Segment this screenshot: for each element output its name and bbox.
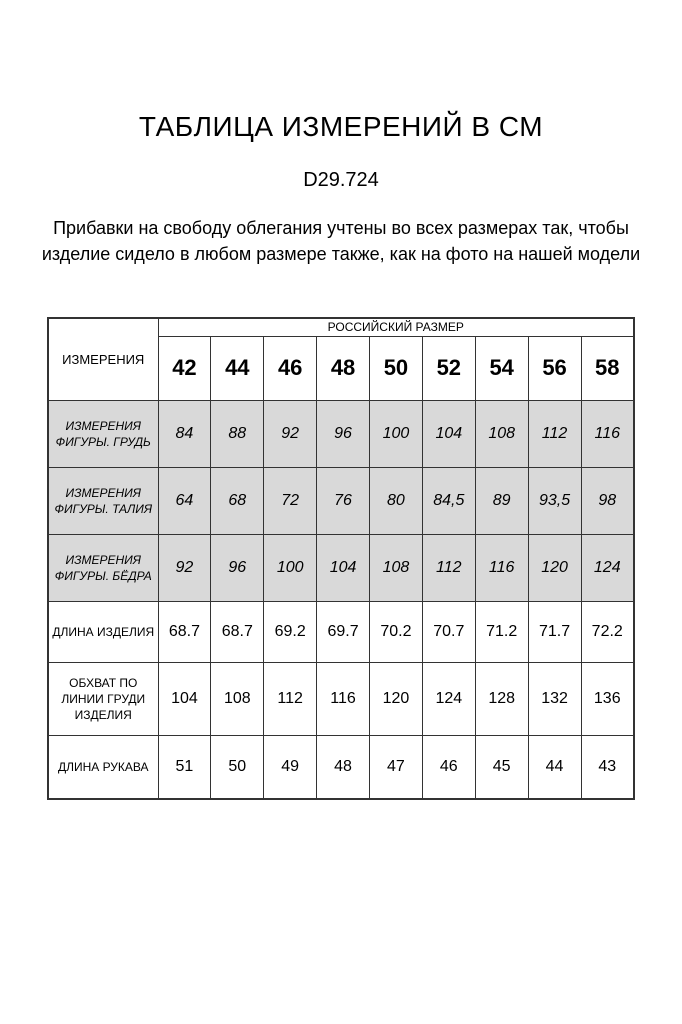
row-label: ИЗМЕРЕНИЯ ФИГУРЫ. БЁДРА xyxy=(48,534,158,601)
value-cell: 120 xyxy=(528,534,581,601)
value-cell: 49 xyxy=(264,735,317,799)
value-cell: 51 xyxy=(158,735,211,799)
value-cell: 69.2 xyxy=(264,601,317,662)
value-cell: 45 xyxy=(475,735,528,799)
value-cell: 112 xyxy=(422,534,475,601)
size-column-header: 44 xyxy=(211,336,264,400)
value-cell: 108 xyxy=(475,400,528,467)
value-cell: 72.2 xyxy=(581,601,634,662)
value-cell: 98 xyxy=(581,467,634,534)
table-row xyxy=(48,467,634,534)
value-cell: 104 xyxy=(158,662,211,735)
value-cell: 120 xyxy=(370,662,423,735)
size-column-header: 42 xyxy=(158,336,211,400)
table-row xyxy=(48,534,634,601)
value-cell: 43 xyxy=(581,735,634,799)
value-cell: 64 xyxy=(158,467,211,534)
value-cell: 108 xyxy=(211,662,264,735)
table-row xyxy=(48,735,634,799)
value-cell: 92 xyxy=(158,534,211,601)
table-header xyxy=(48,318,634,401)
value-cell: 68.7 xyxy=(158,601,211,662)
value-cell: 71.2 xyxy=(475,601,528,662)
value-cell: 47 xyxy=(370,735,423,799)
value-cell: 50 xyxy=(211,735,264,799)
value-cell: 116 xyxy=(581,400,634,467)
value-cell: 112 xyxy=(528,400,581,467)
table-body xyxy=(48,400,634,799)
measurements-table xyxy=(47,317,635,801)
value-cell: 84 xyxy=(158,400,211,467)
value-cell: 48 xyxy=(317,735,370,799)
size-column-header: 48 xyxy=(317,336,370,400)
value-cell: 92 xyxy=(264,400,317,467)
size-column-header: 56 xyxy=(528,336,581,400)
value-cell: 124 xyxy=(581,534,634,601)
table-row xyxy=(48,400,634,467)
value-cell: 96 xyxy=(317,400,370,467)
value-cell: 124 xyxy=(422,662,475,735)
row-label: ИЗМЕРЕНИЯ ФИГУРЫ. ТАЛИЯ xyxy=(48,467,158,534)
table-row xyxy=(48,662,634,735)
value-cell: 96 xyxy=(211,534,264,601)
value-cell: 104 xyxy=(317,534,370,601)
value-cell: 46 xyxy=(422,735,475,799)
table-row xyxy=(48,601,634,662)
value-cell: 136 xyxy=(581,662,634,735)
size-column-header: 52 xyxy=(422,336,475,400)
fit-note: Прибавки на свободу облегания учтены во всех размерах так, чтобы изделие сидело в любом размере также, как на фото на нашей модели xyxy=(41,217,641,264)
value-cell: 76 xyxy=(317,467,370,534)
size-column-header: 58 xyxy=(581,336,634,400)
value-cell: 100 xyxy=(370,400,423,467)
value-cell: 88 xyxy=(211,400,264,467)
value-cell: 70.2 xyxy=(370,601,423,662)
size-column-header: 50 xyxy=(370,336,423,400)
size-column-header: 46 xyxy=(264,336,317,400)
value-cell: 128 xyxy=(475,662,528,735)
measurements-column-header: ИЗМЕРЕНИЯ xyxy=(48,318,158,401)
size-column-header: 54 xyxy=(475,336,528,400)
value-cell: 80 xyxy=(370,467,423,534)
value-cell: 84,5 xyxy=(422,467,475,534)
value-cell: 69.7 xyxy=(317,601,370,662)
row-label: ОБХВАТ ПО ЛИНИИ ГРУДИ ИЗДЕЛИЯ xyxy=(48,662,158,735)
value-cell: 116 xyxy=(475,534,528,601)
russian-size-group-header: РОССИЙСКИЙ РАЗМЕР xyxy=(158,318,634,337)
value-cell: 108 xyxy=(370,534,423,601)
value-cell: 68.7 xyxy=(211,601,264,662)
row-label: ИЗМЕРЕНИЯ ФИГУРЫ. ГРУДЬ xyxy=(48,400,158,467)
value-cell: 116 xyxy=(317,662,370,735)
row-label: ДЛИНА РУКАВА xyxy=(48,735,158,799)
value-cell: 104 xyxy=(422,400,475,467)
value-cell: 72 xyxy=(264,467,317,534)
value-cell: 100 xyxy=(264,534,317,601)
value-cell: 68 xyxy=(211,467,264,534)
value-cell: 132 xyxy=(528,662,581,735)
article-code: D29.724 xyxy=(303,168,379,191)
page-title: ТАБЛИЦА ИЗМЕРЕНИЙ В СМ xyxy=(138,111,544,142)
value-cell: 71.7 xyxy=(528,601,581,662)
row-label: ДЛИНА ИЗДЕЛИЯ xyxy=(48,601,158,662)
value-cell: 70.7 xyxy=(422,601,475,662)
value-cell: 112 xyxy=(264,662,317,735)
value-cell: 93,5 xyxy=(528,467,581,534)
value-cell: 89 xyxy=(475,467,528,534)
value-cell: 44 xyxy=(528,735,581,799)
group-header-row xyxy=(48,318,634,337)
